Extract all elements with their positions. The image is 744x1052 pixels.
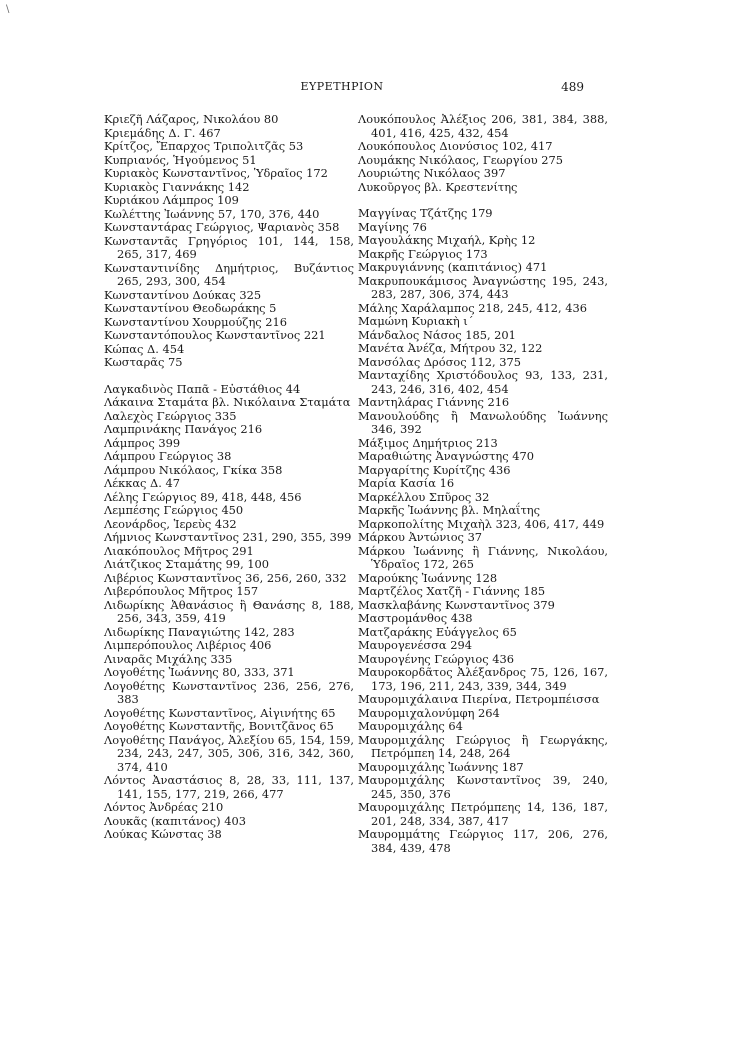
index-entry: Μαυρομμάτης Γεώργιος 117, 206, 276, 384, 439, 478 (358, 827, 608, 855)
index-entry: Μαστρομάνθος 438 (358, 611, 473, 625)
index-entry: Λάμπρου Γεώργιος 38 (104, 449, 232, 463)
index-entry: Κωλέττης Ἰωάννης 57, 170, 376, 440 (104, 206, 320, 221)
index-entry: Λογοθέτης Κωνσταντῖνος 236, 256, 276, 383 (104, 678, 354, 706)
index-entry: Λόντος Ἀνδρέας 210 (104, 800, 224, 814)
index-entry: Κριεζῆ Λάζαρος, Νικολάου 80 (104, 112, 279, 126)
index-entry: Μαρκῆς Ἰωάννης βλ. Μηλαΐτης (358, 503, 540, 517)
index-entry: Λυκοῦργος βλ. Κρεστενίτης (358, 179, 518, 194)
index-entry: Λήμνιος Κωνσταντῖνος 231, 290, 355, 399 (104, 530, 352, 544)
page-title: ΕΥΡΕΤΗΡΙΟΝ (300, 80, 384, 93)
index-entry: Μανέτα Ἀνέζα, Μήτρου 32, 122 (358, 341, 543, 355)
index-entry: Λογοθέτης Ἰωάννης 80, 333, 371 (104, 665, 295, 679)
index-entry: Μαντηλάρας Γιάννης 216 (358, 395, 510, 409)
index-entry: Μαυρομιχάλης Κωνσταντῖνος 39, 240, 245, 350, 376 (358, 773, 608, 801)
index-entry: Μαγγίνας Τζάτζης 179 (358, 206, 493, 220)
index-column-right (358, 113, 608, 855)
index-entry: Μανταχίδης Χριστόδουλος 93, 133, 231, 243, 246, 316, 402, 454 (358, 368, 608, 396)
index-entry: Μαυρογένης Γεώργιος 436 (358, 651, 514, 666)
index-entry: Μαυρομιχαλονύμφη 264 (358, 705, 500, 720)
index-entry: Κωνσταντίνου Θεοδωράκης 5 (104, 301, 277, 315)
index-entry: Μαγουλάκης Μιχαήλ, Κρὴς 12 (358, 233, 536, 247)
index-entry: Μαραθιώτης Ἀναγνώστης 470 (358, 449, 534, 463)
index-entry: Κωνσταντινίδης Δημήτριος, Βυζάντιος 265, 293, 300, 454 (104, 260, 354, 288)
index-entry: Ματζαράκης Εὐάγγελος 65 (358, 624, 517, 639)
index-entry: Κριεμάδης Δ. Γ. 467 (104, 125, 221, 140)
index-entry: Λάμπρος 399 (104, 435, 181, 450)
index-entry: Λουκᾶς (καπιτάνος) 403 (104, 813, 246, 828)
index-entry: Λιβερόπουλος Μῆτρος 157 (104, 584, 259, 598)
index-entry: Μάλης Χαράλαμπος 218, 245, 412, 436 (358, 300, 587, 315)
index-entry: Λιβέριος Κωνσταντῖνος 36, 256, 260, 332 (104, 570, 347, 585)
index-entry: Μαυρομιχάλης Ἰωάννης 187 (358, 759, 524, 774)
index-entry: Κυπριανός, Ἡγούμενος 51 (104, 152, 257, 167)
index-entry: Κυριακὸς Γιαννάκης 142 (104, 179, 250, 194)
index-entry: Κωνσταντίνου Δούκας 325 (104, 287, 262, 302)
index-entry: Λεμπέσης Γεώργιος 450 (104, 503, 244, 517)
index-entry: Μαυρογενέσσα 294 (358, 638, 472, 652)
index-entry: Μαυρομιχάλαινα Πιερίνα, Πετρομπέισσα (358, 692, 600, 706)
index-entry: Μαρούκης Ἰωάννης 128 (358, 570, 498, 585)
index-entry: Λαγκαδινὸς Παπᾶ - Εὐστάθιος 44 (104, 381, 301, 396)
running-header (100, 80, 584, 98)
index-entry: Λέλης Γεώργιος 89, 418, 448, 456 (104, 489, 302, 504)
index-entry: Μαυροκορδᾶτος Ἀλέξανδρος 75, 126, 167, 173, 196, 211, 243, 339, 344, 349 (358, 665, 608, 693)
index-entry: Κυριάκου Λάμπρος 109 (104, 193, 239, 207)
index-entry: Μάρκου Ἰωάννης ἢ Γιάννης, Νικολάου, Ὑδραῖος 172, 265 (358, 543, 608, 571)
index-entry: Μάξιμος Δημήτριος 213 (358, 435, 498, 450)
index-entry: Μαμώνη Κυριακὴ ι´ (358, 314, 474, 328)
index-entry: Μακρυπουκάμισος Ἀναγνώστης 195, 243, 283, 287, 306, 374, 443 (358, 273, 608, 301)
index-entry: Κωνσταντᾶς Γρηγόριος 101, 144, 158, 265, 317, 469 (104, 233, 354, 261)
index-entry: Λάκαινα Σταμάτα βλ. Νικόλαινα Σταμάτα (104, 395, 351, 409)
index-entry: Μαρκέλλου Σπῦρος 32 (358, 489, 490, 504)
index-entry: Μαγίνης 76 (358, 219, 427, 234)
index-entry: Μαυρομιχάλης Γεώργιος ἢ Γεωργάκης, Πετρόμπεη 14, 248, 264 (358, 732, 608, 760)
index-entry: Λιάτζικος Σταμάτης 99, 100 (104, 557, 270, 571)
index-entry: Λέκκας Δ. 47 (104, 476, 181, 490)
index-entry: Μασκλαβάνης Κωνσταντῖνος 379 (358, 597, 555, 612)
index-entry: Λαλεχὸς Γεώργιος 335 (104, 408, 237, 423)
index-entry: Λουριώτης Νικόλαος 397 (358, 166, 506, 180)
index-entry: Λουμάκης Νικόλαος, Γεωργίου 275 (358, 152, 564, 167)
index-entry: Μαυρομιχάλης 64 (358, 719, 463, 733)
index-entry: Λεονάρδος, Ἱερεὺς 432 (104, 516, 237, 531)
index-entry: Μαρία Κασία 16 (358, 476, 455, 490)
index-entry: Κωσταρᾶς 75 (104, 355, 183, 369)
index-column-left (104, 113, 354, 842)
index-entry: Λάμπρου Νικόλαος, Γκίκα 358 (104, 462, 283, 477)
index-entry: Κώπας Δ. 454 (104, 341, 185, 356)
index-entry: Κωνσταντάρας Γεώργιος, Ψαριανὸς 358 (104, 220, 340, 234)
index-entry: Λιναρᾶς Μιχάλης 335 (104, 651, 233, 666)
index-entry: Μάρκου Ἀντώνιος 37 (358, 530, 483, 544)
index-entry: Μαυρομιχάλης Πετρόμπεης 14, 136, 187, 201, 248, 334, 387, 417 (358, 800, 608, 828)
index-entry: Μακρῆς Γεώργιος 173 (358, 246, 488, 261)
index-entry: Μανσόλας Δρόσος 112, 375 (358, 354, 521, 369)
index-entry: Μαρτζέλος Χατζῆ - Γιάννης 185 (358, 584, 546, 598)
index-entry: Λαμπρινάκης Πανάγος 216 (104, 422, 263, 436)
index-entry: Λουκόπουλος Διονύσιος 102, 417 (358, 139, 553, 153)
index-entry: Μακρυγιάννης (καπιτάνιος) 471 (358, 260, 548, 274)
index-entry: Λόντος Ἀναστάσιος 8, 28, 33, 111, 137, 141, 155, 177, 219, 266, 477 (104, 773, 354, 801)
index-entry: Μάνδαλος Νάσος 185, 201 (358, 327, 516, 342)
page-number: 489 (561, 80, 584, 94)
index-entry: Λιδωρίκης Παναγιώτης 142, 283 (104, 624, 295, 639)
corner-mark: \ (6, 4, 10, 15)
index-entry: Μανουλούδης ἢ Μανωλούδης Ἰωάννης 346, 392 (358, 408, 608, 436)
index-entry: Λουκόπουλος Ἀλέξιος 206, 381, 384, 388, 401, 416, 425, 432, 454 (358, 112, 608, 140)
index-entry: Κυριακὸς Κωνσταντῖνος, Ὑδραῖος 172 (104, 166, 328, 180)
index-entry: Λογοθέτης Κωνσταντῖνος, Αἰγινήτης 65 (104, 705, 336, 720)
index-entry: Μαργαρίτης Κυρίτζης 436 (358, 462, 511, 477)
index-entry: Λούκας Κώνστας 38 (104, 827, 222, 841)
index-entry: Κρίτζος, Ἔπαρχος Τριπολιτζᾶς 53 (104, 139, 304, 153)
index-entry: Λιμπερόπουλος Λιβέριος 406 (104, 638, 272, 652)
index-entry: Κωνσταντίνου Χουρμούζης 216 (104, 314, 288, 329)
index-entry: Μαρκοπολίτης Μιχαὴλ 323, 406, 417, 449 (358, 516, 605, 531)
index-entry: Λογοθέτης Κωνσταντῆς, Βονιτζᾶνος 65 (104, 719, 334, 733)
index-entry: Λιακόπουλος Μῆτρος 291 (104, 543, 254, 558)
index-entry: Κωνσταντόπουλος Κωνσταντῖνος 221 (104, 328, 326, 342)
index-entry: Λογοθέτης Πανάγος, Ἀλεξίου 65, 154, 159, 234, 243, 247, 305, 306, 316, 342, 360, 374, 410 (104, 732, 354, 774)
index-entry: Λιδωρίκης Ἀθανάσιος ἢ Θανάσης 8, 188, 256, 343, 359, 419 (104, 597, 354, 625)
